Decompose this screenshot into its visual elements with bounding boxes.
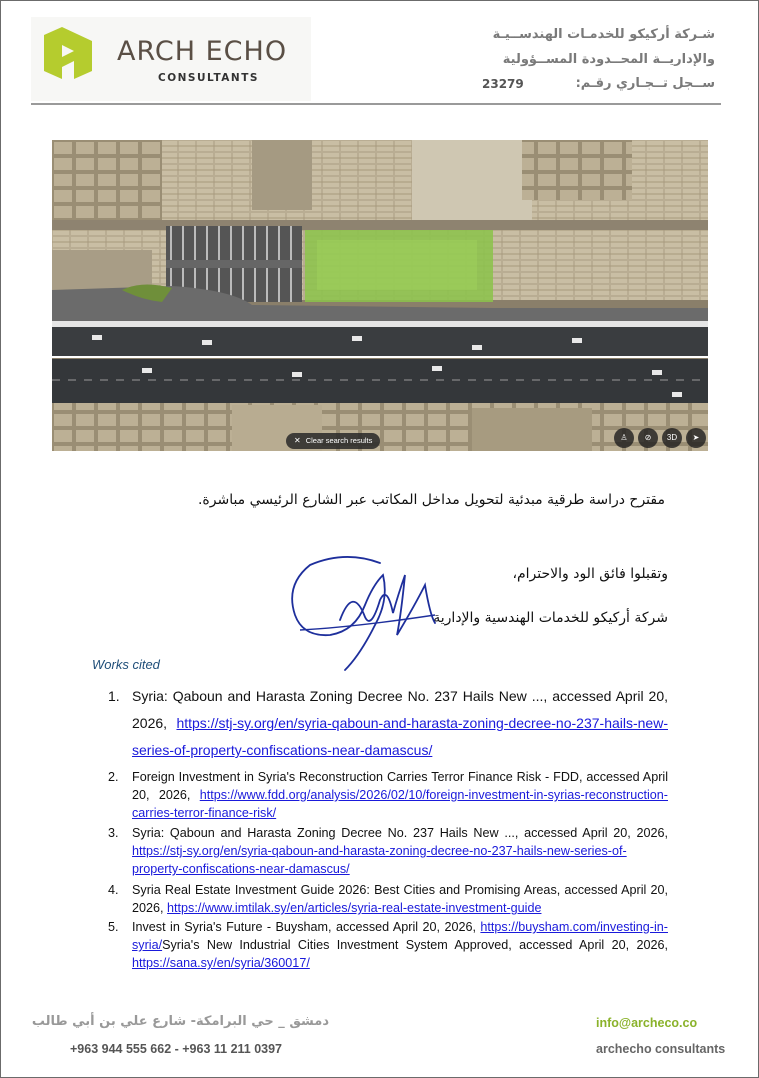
satellite-map-image: [52, 140, 708, 451]
citation-link[interactable]: https://stj-sy.org/en/syria-qaboun-and-harasta-zoning-decree-no-237-hails-new-series-of-property-confiscations-near-damascus/: [132, 715, 668, 758]
citation-link-secondary[interactable]: https://sana.sy/en/syria/360017/: [132, 956, 310, 970]
citation-link[interactable]: https://buysham.com/investing-in-syria/: [132, 920, 668, 952]
citation-text-secondary: Syria's New Industrial Cities Investment System Approved, accessed April 20, 2026,: [162, 938, 668, 952]
clear-search-label: Clear search results: [305, 436, 373, 445]
citation-link[interactable]: https://www.imtilak.sy/en/articles/syria-real-estate-investment-guide: [167, 901, 542, 915]
compass-icon[interactable]: ➤: [686, 428, 706, 448]
works-cited-heading: Works cited: [92, 657, 160, 672]
closing-text: وتقبلوا فائق الود والاحترام،: [512, 566, 668, 582]
citation-text: Syria Real Estate Investment Guide 2026: Best Cities and Promising Areas, accessed April 20, 2026,: [132, 883, 668, 915]
footer-company: archecho consultants: [596, 1042, 726, 1056]
clear-search-button[interactable]: [286, 433, 380, 449]
citation-link[interactable]: https://stj-sy.org/en/syria-qaboun-and-harasta-zoning-decree-no-237-hails-new-series-of-property-confiscations-near-damascus/: [132, 844, 627, 876]
citation-number: 4.: [108, 883, 119, 897]
company-name-line1: شـركة أركيكو للخدمـات الهندســيـة: [492, 27, 715, 42]
citation-text: Syria: Qaboun and Harasta Zoning Decree No. 237 Hails New ..., accessed April 20, 2026,: [132, 826, 668, 840]
citation-text: Syria: Qaboun and Harasta Zoning Decree No. 237 Hails New ..., accessed April 20, 2026,: [132, 688, 668, 731]
citation-link[interactable]: https://www.fdd.org/analysis/2026/02/10/foreign-investment-in-syrias-reconstruction-carries-terror-finance-risk/: [132, 788, 668, 820]
view-3d-button[interactable]: 3D: [662, 428, 682, 448]
no-entry-icon[interactable]: ⊘: [638, 428, 658, 448]
citation-number: 5.: [108, 920, 119, 934]
citation-number: 1.: [108, 688, 120, 704]
registry-label: ســجل تــجـاري رقـم:: [575, 76, 715, 91]
proposal-text: مقترح دراسة طرقية مبدئية لتحويل مداخل المكاتب عبر الشارع الرئيسي مباشرة.: [197, 492, 665, 508]
brand-subtitle: CONSULTANTS: [158, 72, 259, 84]
company-name-line2: والإداريــة المحــدودة المســؤولية: [502, 52, 715, 67]
citation-number: 3.: [108, 826, 119, 840]
close-icon: ✕: [294, 436, 301, 445]
arch-echo-logo-icon: [40, 27, 96, 83]
brand-name: ARCH ECHO: [117, 36, 288, 67]
registry-number: 23279: [482, 77, 524, 91]
map-illustration: [52, 140, 708, 451]
handwritten-signature: [285, 545, 445, 675]
footer-address: دمشق _ حي البرامكة- شارع علي بن أبي طالب: [31, 1014, 329, 1029]
citation-text: Foreign Investment in Syria's Reconstruction Carries Terror Finance Risk - FDD, accessed April 20, 2026,: [132, 770, 668, 802]
header-divider: [31, 103, 721, 105]
signatory-company: شركة أركيكو للخدمات الهندسية والإدارية: [433, 610, 668, 626]
footer-email[interactable]: info@archeco.co: [596, 1016, 698, 1030]
person-icon[interactable]: ♙: [614, 428, 634, 448]
citation-text: Invest in Syria's Future - Buysham, accessed April 20, 2026,: [132, 920, 476, 934]
citation-number: 2.: [108, 770, 119, 784]
footer-phones: +963 944 555 662 - +963 11 211 0397: [70, 1042, 283, 1056]
